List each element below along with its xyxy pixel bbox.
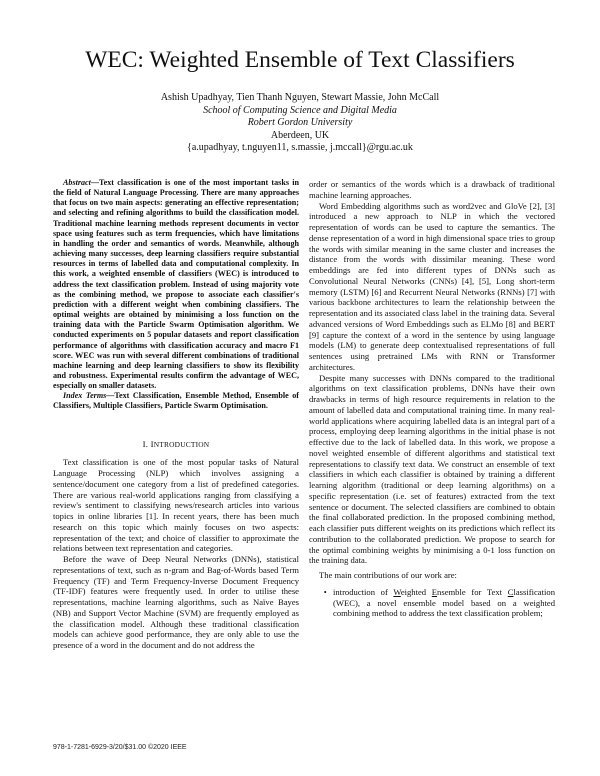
- abstract: [53, 178, 299, 391]
- author-location: Aberdeen, UK: [270, 129, 330, 141]
- index-terms-text: —Text Classification, Ensemble Method, Ensemble of Classifiers, Multiple Classifiers, Particle Swarm Optimisation.: [53, 391, 300, 411]
- contribution-item: • introduction of Weighted Ensemble for Text Classification (WEC), a novel ensemble model based on a weighted combining method to address the text classification problem;: [331, 587, 555, 619]
- contributions-intro: The main contributions of our work are:: [319, 570, 457, 580]
- right-paragraph-2: Word Embedding algorithms such as word2vec and GloVe [2], [3] introduced a new approach to NLP in which the vectored representation of words can be used to capture the semantics. The dense representation of a word in high dimensional space tries to group the words with similar meaning in the same cluster and increases the distance from the words with dissimilar meaning. These word embeddings are fed into different types of DNNs such as Convolutional Neural Networks (CNNs) [4], [5], Long short-term memory (LSTM) [6] and Recurrent Neural Networks (RNNs) [7] with various backbone architectures to learn the relationship between the representation and its associated class label in the training data. Several advanced versions of Word Embeddings such as ELMo [8] and BERT [9] capture the context of a word in the sentence by using language models (LM) to generate deep contextualised representations of full sentences using pretrained LMs with RNN or Transformer architectures.: [309, 200, 555, 372]
- abstract-text: —Text classification is one of the most important tasks in the field of Natural Language Processing. There are many approaches that focus on two main aspects: generating an effective representation; and selecting and refining algorithms to build the classification model. Traditional machine learning methods represent documents in vector space using features such as term frequencies, which have limitations in handling the order and semantics of words. Meanwhile, although achieving many successes, deep learning classifiers require substantial resources in terms of labelled data and computational complexity. In this work, a weighted ensemble of classifiers (WEC) is introduced to address the text classification problem. Instead of using majority vote as the combining method, we propose to associate each classifier's prediction with a different weight when combining classifiers. The optimal weights are obtained by minimising a loss function on the training data with the Particle Swarm Optimisation algorithm. We conducted experiments on 5 popular datasets and report classification performance of algorithms with classification accuracy and macro F1 score. WEC was run with several different combinations of traditional machine learning and deep learning classifiers to show its flexibility and robustness. Experimental results confirm the advantage of WEC, especially on smaller datasets.: [53, 178, 299, 391]
- index-terms: [53, 391, 299, 411]
- left-column: [53, 178, 299, 651]
- intro-paragraph-1: Text classification is one of the most popular tasks of Natural Language Processing (NLP) which involves assigning a sentence/document one category from a list of predefined categories. There are various real-world applications ranging from classifying a review's sentiment to classifying news/research articles into various topics in online libraries [1]. In recent years, there has been much research on this topic which mainly focuses on two aspects: representation of the text; and choice of classifier to approximate the relations between text representation and categories.: [53, 457, 299, 554]
- contributions-list: [309, 587, 555, 619]
- index-terms-lead: Index Terms: [63, 391, 107, 401]
- author-block: [0, 92, 600, 155]
- section-heading-introduction: I. INTRODUCTION: [142, 438, 210, 449]
- abstract-lead: Abstract: [63, 178, 91, 187]
- right-column: [309, 179, 555, 619]
- copyright-footer: 978-1-7281-6929-3/20/$31.00 ©2020 IEEE: [53, 744, 187, 751]
- right-paragraph-3: Despite many successes with DNNs compared to the traditional algorithms on text classification problems, DNNs have their own drawbacks in terms of high resource requirements in relation to the amount of labelled data and computational training time. In many real-world applications where acquiring labelled data is an integral part of a process, employing deep learning algorithms in the initial phase is not effective due to the lack of labelled data. In this work, we propose a novel weighted ensemble of different algorithms and statistical text representations to classify text data. We construct an ensemble of text classifiers in which each classifier is obtained by training a different learning algorithm (traditional or deep learning algorithms) on a specific representation (i.e. set of features) extracted from the text sentence or document. The selected classifiers are combined to obtain the final collaborated prediction. In the proposed combining method, each classifier puts different weights on its predictions which reflect its contribution to the collaborated prediction. We propose to search for the optimal combining weights by minimising a 0-1 loss function on the training data.: [309, 372, 555, 566]
- right-paragraph-1: order or semantics of the words which is a drawback of traditional machine learning approaches.: [309, 179, 555, 200]
- author-names: Ashish Upadhyay, Tien Thanh Nguyen, Stewart Massie, John McCall: [160, 92, 440, 103]
- intro-paragraph-2: Before the wave of Deep Neural Networks (DNNs), statistical representations of text, such as n-gram and Bag-of-Words based Term Frequency (TF) and Term Frequency-Inverse Document Frequency (TF-IDF) features were frequently used. In order to utilise these representations, machine learning algorithms, such as Naïve Bayes (NB) and Support Vector Machine (SVM) are frequently employed as the classification model. Although these traditional classification models can achieve good performance, they are only able to use the presence of a word in the document and do not address the: [53, 554, 299, 651]
- author-emails: {a.upadhyay, t.nguyen11, s.massie, j.mccall}@rgu.ac.uk: [187, 142, 413, 153]
- author-school: School of Computing Science and Digital Media: [203, 104, 397, 116]
- author-university: Robert Gordon University: [247, 117, 353, 128]
- paper-title: WEC: Weighted Ensemble of Text Classifiers: [85, 47, 515, 73]
